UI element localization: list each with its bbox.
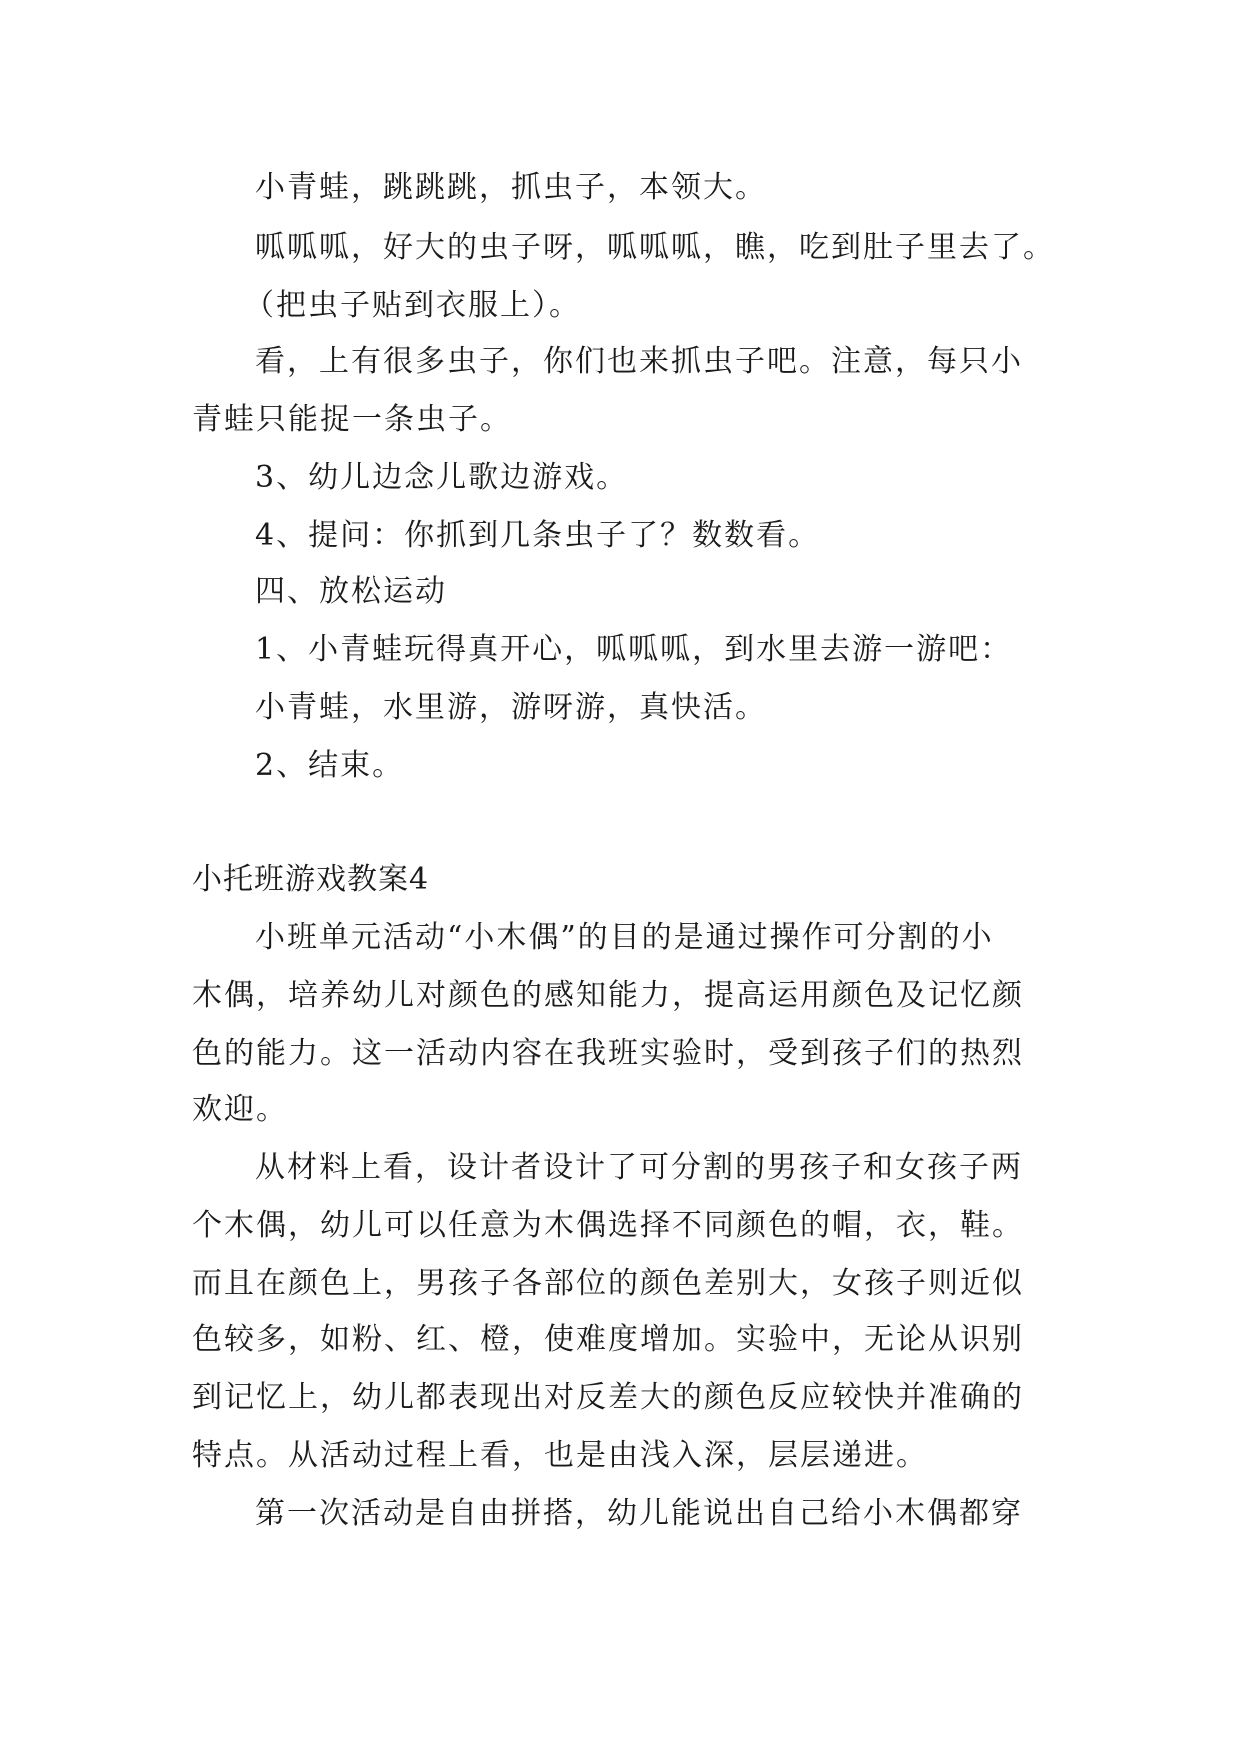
text-line: 第一次活动是自由拼搭，幼儿能说出自己给小木偶都穿 [255,1496,1023,1531]
text-line: （把虫子贴到衣服上）。 [244,288,581,323]
text-line: 个木偶，幼儿可以任意为木偶选择不同颜色的帽，衣，鞋。 [192,1208,1024,1243]
text-line: 特点。从活动过程上看，也是由浅入深，层层递进。 [192,1438,928,1473]
text-line: 1、小青蛙玩得真开心，呱呱呱，到水里去游一游吧： [255,632,1013,667]
text-line: 木偶，培养幼儿对颜色的感知能力，提高运用颜色及记忆颜 [192,978,1024,1013]
text-line: 小青蛙，跳跳跳，抓虫子，本领大。 [255,170,767,205]
text-line: 从材料上看，设计者设计了可分割的男孩子和女孩子两 [255,1150,1023,1185]
section-title: 小托班游戏教案4 [192,862,430,897]
text-line: 青蛙只能捉一条虫子。 [192,402,512,437]
text-line: 小班单元活动“小木偶”的目的是通过操作可分割的小 [255,920,994,955]
text-line: 色较多，如粉、红、橙，使难度增加。实验中，无论从识别 [192,1322,1024,1357]
text-line: 3、幼儿边念儿歌边游戏。 [255,460,629,495]
text-line: 呱呱呱，好大的虫子呀，呱呱呱，瞧，吃到肚子里去了。 [255,230,1055,265]
text-line: 而且在颜色上，男孩子各部位的颜色差别大，女孩子则近似 [192,1266,1024,1301]
text-line: 到记忆上，幼儿都表现出对反差大的颜色反应较快并准确的 [192,1380,1024,1415]
text-line: 2、结束。 [255,748,405,783]
text-line: 看，上有很多虫子，你们也来抓虫子吧。注意，每只小 [255,344,1023,379]
section-heading: 四、放松运动 [255,574,447,609]
text-line: 色的能力。这一活动内容在我班实验时，受到孩子们的热烈 [192,1036,1024,1071]
text-line: 欢迎。 [192,1092,288,1127]
text-line: 小青蛙，水里游，游呀游，真快活。 [255,690,767,725]
text-line: 4、提问：你抓到几条虫子了？数数看。 [255,518,821,553]
